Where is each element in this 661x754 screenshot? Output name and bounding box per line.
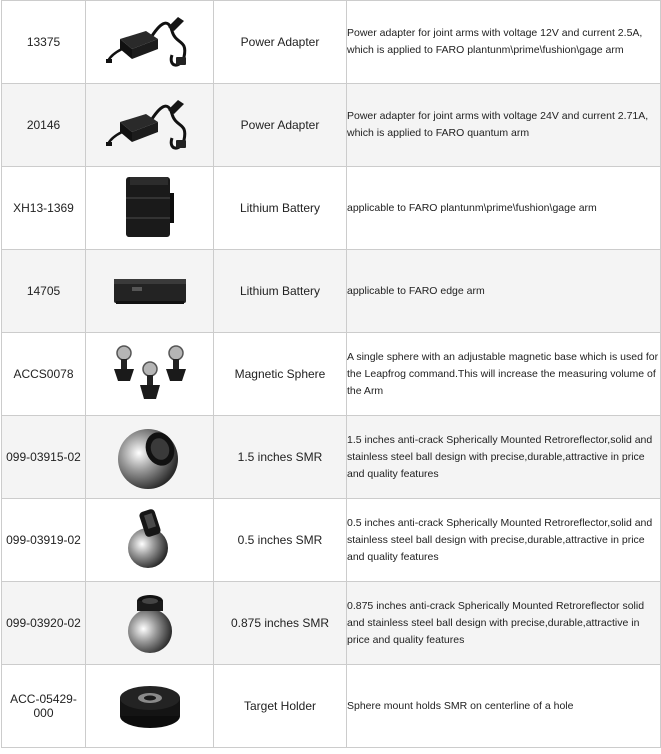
table-row xyxy=(2,84,661,167)
part-number: ACC-05429-000 xyxy=(2,665,86,748)
smr-ball-icon xyxy=(120,587,180,659)
part-number: 099-03915-02 xyxy=(2,416,86,499)
table-row xyxy=(2,416,661,499)
part-number: 099-03919-02 xyxy=(2,499,86,582)
product-description: applicable to FARO plantunm\prime\fushion\gage arm xyxy=(347,167,661,250)
product-description: Power adapter for joint arms with voltage 12V and current 2.5A, which is applied to FARO plantunm\prime\fushion\gage arm xyxy=(347,1,661,84)
part-number: ACCS0078 xyxy=(2,333,86,416)
product-name: Power Adapter xyxy=(214,1,347,84)
product-name: Magnetic Sphere xyxy=(214,333,347,416)
product-description: 0.875 inches anti-crack Spherically Mounted Retroreflector solid and stainless steel ball design with precise,durable,attractive in price and quality features xyxy=(347,582,661,665)
product-description: 0.5 inches anti-crack Spherically Mounted Retroreflector,solid and stainless steel ball design with precise,durable,attractive in price and quality features xyxy=(347,499,661,582)
table-row xyxy=(2,665,661,748)
product-description: 1.5 inches anti-crack Spherically Mounted Retroreflector,solid and stainless steel ball design with precise,durable,attractive in price and quality features xyxy=(347,416,661,499)
part-number: 14705 xyxy=(2,250,86,333)
product-description: applicable to FARO edge arm xyxy=(347,250,661,333)
battery-pack-icon xyxy=(120,173,180,243)
table-row xyxy=(2,499,661,582)
product-table xyxy=(1,0,661,748)
table-row xyxy=(2,250,661,333)
table-row xyxy=(2,333,661,416)
table-row xyxy=(2,582,661,665)
product-name: Power Adapter xyxy=(214,84,347,167)
table-row xyxy=(2,167,661,250)
product-description: Sphere mount holds SMR on centerline of a hole xyxy=(347,665,661,748)
product-name: 0.5 inches SMR xyxy=(214,499,347,582)
smr-ball-icon xyxy=(120,504,180,576)
product-name: 1.5 inches SMR xyxy=(214,416,347,499)
part-number: 099-03920-02 xyxy=(2,582,86,665)
product-name: Target Holder xyxy=(214,665,347,748)
flat-battery-icon xyxy=(102,271,198,311)
power-adapter-icon xyxy=(102,92,198,158)
product-name: Lithium Battery xyxy=(214,167,347,250)
product-description: Power adapter for joint arms with voltage 24V and current 2.71A, which is applied to FARO quantum arm xyxy=(347,84,661,167)
product-description: A single sphere with an adjustable magnetic base which is used for the Leapfrog command.This will increase the measuring volume of the Arm xyxy=(347,333,661,416)
part-number: 13375 xyxy=(2,1,86,84)
product-name: Lithium Battery xyxy=(214,250,347,333)
part-number: 20146 xyxy=(2,84,86,167)
product-name: 0.875 inches SMR xyxy=(214,582,347,665)
power-adapter-icon xyxy=(102,9,198,75)
table-row xyxy=(2,1,661,84)
smr-ball-icon xyxy=(110,421,190,493)
magnetic-sphere-icon xyxy=(102,339,198,409)
target-holder-icon xyxy=(110,676,190,736)
part-number: XH13-1369 xyxy=(2,167,86,250)
